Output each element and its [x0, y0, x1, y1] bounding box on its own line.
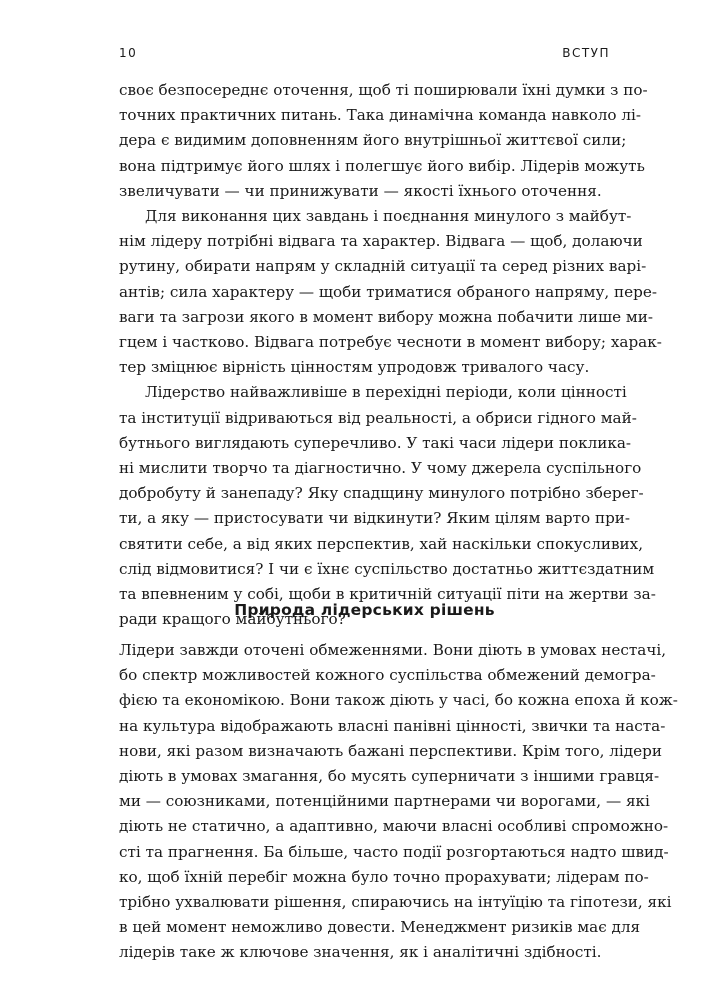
text-line: діють не статично, а адаптивно, маючи власні особливі спроможно- — [119, 817, 669, 836]
text-line: бо спектр можливостей кожного суспільства обмежений демогра- — [119, 666, 656, 685]
text-line: в цей момент неможливо довести. Менеджмент ризиків має для — [119, 918, 641, 937]
section-heading: Природа лідерських рішень — [234, 601, 495, 619]
text-line: Лідери завжди оточені обмеженнями. Вони діють в умовах нестачі, — [119, 641, 667, 659]
text-line: своє безпосереднє оточення, щоб ті поширювали їхні думки з по- — [119, 81, 648, 99]
text-line: ваги та загрози якого в момент вибору можна побачити лише ми- — [119, 307, 653, 326]
text-line: сті та прагнення. Ба більше, часто події розгортаються надто швид- — [119, 842, 669, 861]
text-line: слід відмовитися? І чи є їхнє суспільство достатньо життєздатним — [119, 559, 655, 578]
text-line: гцем і частково. Відвага потребує чесноти в момент вибору; харак- — [119, 333, 662, 352]
text-line: тер зміцнює вірність цінностям упродовж тривалого часу. — [119, 358, 590, 377]
text-line: святити себе, а від яких перспектив, хай наскільки спокусливих, — [119, 534, 644, 553]
running-head — [119, 46, 610, 66]
text-line: та впевненим у собі, щоби в критичній ситуації піти на жертви за- — [119, 585, 656, 604]
text-line: ради кращого майбутнього? — [119, 610, 346, 629]
section-label: ВСТУП — [562, 46, 610, 60]
body-text-top — [119, 78, 662, 632]
text-line: діють в умовах змагання, бо мусять суперничати з іншими гравця- — [119, 767, 660, 786]
text-line: ми — союзниками, потенційними партнерами чи ворогами, — які — [119, 792, 650, 811]
text-line: звеличувати — чи принижувати — якості їхнього оточення. — [119, 181, 602, 200]
text-line: рутину, обирати напрям у складній ситуації та серед різних варі- — [119, 257, 647, 276]
text-line: добробуту й занепаду? Яку спадщину минулого потрібно зберег- — [119, 484, 644, 503]
text-line: та інституції відриваються від реальності, а обриси гідного май- — [119, 408, 637, 427]
text-line: антів; сила характеру — щоби триматися обраного напряму, пере- — [119, 282, 657, 301]
text-line: трібно ухвалювати рішення, спираючись на інтуїцію та гіпотези, які — [119, 893, 672, 912]
text-line: нови, які разом визначають бажані перспективи. Крім того, лідери — [119, 741, 662, 760]
text-line: фією та економікою. Вони також діють у часі, бо кожна епоха й кож- — [119, 691, 678, 710]
text-line: дера є видимим доповненням його внутрішньої життєвої сили; — [119, 131, 627, 150]
text-line: нім лідеру потрібні відвага та характер. Відвага — щоб, долаючи — [119, 232, 643, 251]
text-line: ко, щоб їхній перебіг можна було точно прорахувати; лідерам по- — [119, 867, 649, 886]
text-line: точних практичних питань. Така динамічна команда навколо лі- — [119, 106, 641, 125]
text-line: Для виконання цих завдань і поєднання минулого з майбут- — [145, 207, 632, 226]
text-line: ти, а яку — пристосувати чи відкинути? Яким цілям варто при- — [119, 509, 631, 528]
text-line: лідерів таке ж ключове значення, як і аналітичні здібності. — [119, 943, 602, 962]
text-line: на культура відображають власні панівні цінності, звички та наста- — [119, 716, 666, 735]
text-line: ні мислити творчо та діагностично. У чому джерела суспільного — [119, 459, 642, 478]
text-line: Лідерство найважливіше в перехідні періоди, коли цінності — [145, 383, 627, 402]
text-line: вона підтримує його шлях і полегшує його вибір. Лідерів можуть — [119, 156, 645, 175]
body-text-bottom — [119, 638, 678, 966]
text-line: бутнього виглядають суперечливо. У такі часи лідери поклика- — [119, 433, 632, 452]
page-number: 10 — [119, 46, 138, 60]
